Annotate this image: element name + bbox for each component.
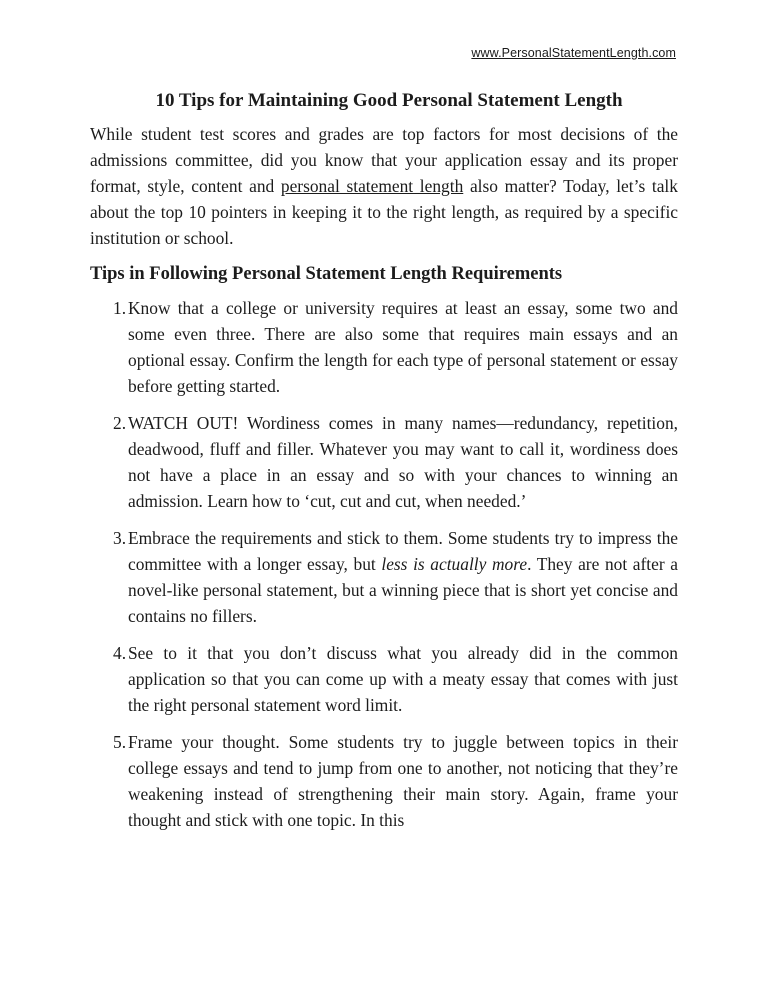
tip-item-5 [90, 729, 678, 833]
tip-item-1 [90, 295, 678, 399]
tip-text: Know that a college or university requires at least an essay, some two and some even three. There are also some that requires main essays and an optional essay. Confirm the length for each type of personal statement or essay before getting started. [128, 298, 678, 396]
tip-text: Frame your thought. Some students try to juggle between topics in their college essays and tend to jump from one to another, not noticing that they’re weakening instead of strengthening their main story. Again, frame your thought and stick with one topic. In this [128, 732, 678, 830]
intro-text-before-link: While student test scores and grades are top factors for most decisions of the admissions committee, did you know that your application essay and its proper format, style, content and [90, 124, 678, 196]
tip-text-before-emphasis: Embrace the requirements and stick to them. Some students try to impress the committee with a longer essay, but [128, 528, 678, 574]
intro-paragraph [90, 121, 678, 251]
document-title: 10 Tips for Maintaining Good Personal Statement Length [155, 90, 623, 111]
tip-number: 5. [113, 732, 127, 752]
tip-number: 3. [113, 528, 127, 548]
tip-item-4 [90, 640, 678, 718]
tip-number: 1. [113, 298, 127, 318]
tip-number: 2. [113, 413, 127, 433]
tips-list [90, 295, 678, 833]
intro-text-after-link: also matter? Today, let’s talk about the top 10 pointers in keeping it to the right length, as required by a specific institution or school. [90, 176, 678, 248]
tip-item-2 [90, 410, 678, 514]
tip-item-3 [90, 525, 678, 629]
document-body [90, 88, 678, 844]
section-heading: Tips in Following Personal Statement Length Requirements [90, 264, 563, 284]
tip-text-after-emphasis: . They are not after a novel-like personal statement, but a winning piece that is short yet concise and contains no fillers. [128, 554, 678, 626]
tip-number: 4. [113, 643, 127, 663]
personal-statement-length-link[interactable]: personal statement length [280, 176, 464, 196]
tip-emphasis: less is actually more [381, 554, 528, 574]
tip-text: See to it that you don’t discuss what you already did in the common application so that you can come up with a meaty essay that comes with just the right personal statement word limit. [128, 643, 678, 715]
tip-text: WATCH OUT! Wordiness comes in many names—redundancy, repetition, deadwood, fluff and filler. Whatever you may want to call it, wordiness does not have a place in an essay and so with your chances to winning an admission. Learn how to ‘cut, cut and cut, when needed.’ [128, 413, 678, 511]
header-url-link[interactable]: www.PersonalStatementLength.com [471, 46, 676, 60]
